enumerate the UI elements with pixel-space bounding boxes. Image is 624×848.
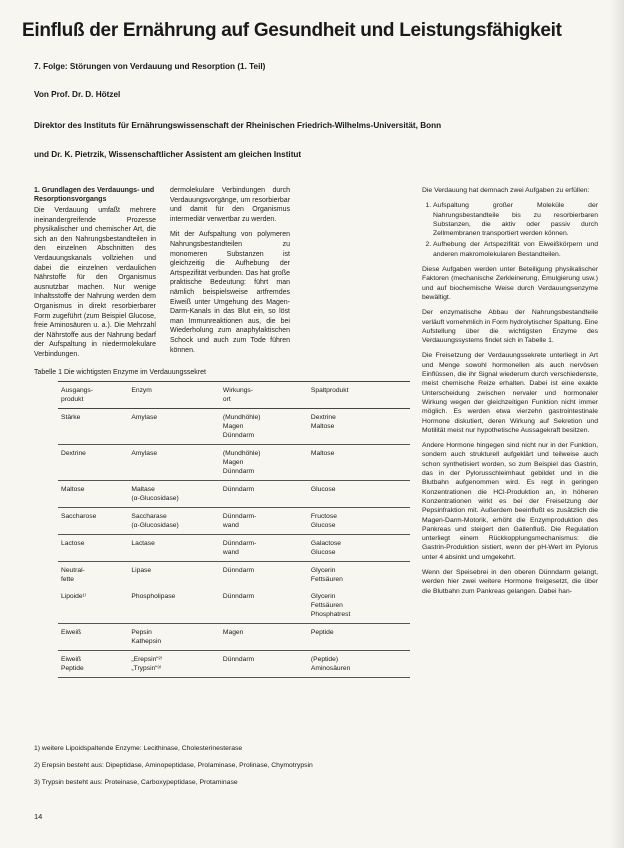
table-cell: „Erepsin“²⁾ „Trypsin“³⁾	[128, 651, 220, 678]
table-cell: Glucose	[308, 481, 410, 508]
section-heading: 1. Grundlagen des Verdauungs- und Resorptionsvorgangs	[34, 187, 155, 203]
author-line: Von Prof. Dr. D. Hötzel	[34, 90, 121, 99]
table-cell: Glycerin Fettsäuren	[310, 567, 343, 583]
table-header-row	[58, 382, 410, 409]
table-cell: Neutral- fette	[61, 567, 85, 583]
table-cell: Maltase (α-Glucosidase)	[128, 481, 220, 508]
table-cell: (Mundhöhle) Magen Dünndarm	[220, 409, 308, 445]
table-row	[58, 535, 410, 562]
table-cell: Dünndarm	[220, 651, 308, 678]
paragraph: Wenn der Speisebrei in den oberen Dünndarm gelangt, werden hier zwei weitere Hormone freigesetzt, die über die Blutbahn zum Pankreas gelangen. Dabei han-	[422, 568, 598, 595]
column-header: Spaltprodukt	[308, 382, 410, 409]
affiliation-line: Direktor des Instituts für Ernährungswissenschaft der Rheinischen Friedrich-Wilhelms-Universität, Bonn	[34, 121, 442, 130]
table-cell: Fructose Glucose	[308, 508, 410, 535]
coauthor-line: und Dr. K. Pietrzik, Wissenschaftlicher Assistent am gleichen Institut	[34, 150, 302, 159]
table-cell: Dünndarm- wand	[220, 508, 308, 535]
table-cell: Lactose	[58, 535, 128, 562]
list-item: 2. Aufhebung der Artspezifität von Eiweißkörpern und anderen makromolekularen Bestandteilen.	[433, 240, 598, 259]
table-cell: Dünndarm	[220, 481, 308, 508]
page-number: 14	[34, 812, 43, 821]
table-cell: Saccharose	[58, 508, 128, 535]
table-cell: Maltose	[58, 481, 128, 508]
paragraph: Die Verdauung umfaßt mehrere ineinandergreifende Prozesse physikalischer und chemischer Art, die sich an den Nahrungsbestandteilen in den einzelnen Abschnitten des Verdauungskanals vollziehen und dabei die einzelnen verdaulichen Nährstoffe für den Organismus ausnutzbar machen. Nur wenige Inhaltsstoffe der Nahrung werden dem Organismus in direkt resorbierbarer Form zugeführt (zum Beispiel Glucose, freie Aminosäuren u. a.). Die Mehrzahl der Nährstoffe aus der Nahrung bedarf der Aufspaltung in niedermolekulare Verbindungen.	[34, 207, 156, 358]
footnote: 2) Erepsin besteht aus: Dipeptidase, Aminopeptidase, Prolaminase, Prolinase, Chymotrypsin	[34, 762, 313, 769]
table-footnotes	[34, 744, 414, 795]
list-item: 1. Aufspaltung großer Moleküle der Nahrungsbestandteile bis zu resorbierbaren Substanzen, die aktiv oder passiv durch Zellmembranen transportiert werden können.	[433, 201, 598, 238]
table-row	[58, 562, 410, 589]
column-3	[422, 186, 598, 602]
paragraph: Andere Hormone hingegen sind nicht nur in der Funktion, sondern auch strukturell aufgeklärt und teilweise auch schon synthetisiert worden, so zum Beispiel das Gastrin, das in der Pylorusschleimhaut gebildet und in die Blutbahn aufgenommen wird. Es regt in geringen Konzentrationen die HCl-Produktion an, in höheren Konzentrationen wirkt es bei der Freisetzung der Pepsinfraktion mit. Außerdem beeinflußt es zusätzlich die Magen-Darm-Motorik, erhöht die Enzymproduktion des Pankreas und steigert den Gallenfluß. Die Regulation unterliegt einem Rückkopplungsmechanismus: die Gastrin-Produktion sistiert, wenn der pH-Wert im Pylorus unter 4 absinkt und umgekehrt.	[422, 442, 598, 561]
table-cell: (Mundhöhle) Magen Dünndarm	[220, 445, 308, 481]
page-edge-shadow	[610, 0, 624, 848]
table-cell: Amylase	[128, 445, 220, 481]
paragraph: Die Verdauung hat demnach zwei Aufgaben zu erfüllen:	[422, 187, 590, 194]
table-caption: Tabelle 1 Die wichtigsten Enzyme im Verdauungssekret	[34, 369, 206, 376]
column-2	[170, 186, 290, 361]
footnote: 3) Trypsin besteht aus: Proteinase, Carboxypeptidase, Protaminase	[34, 779, 238, 786]
article-title: Einfluß der Ernährung auf Gesundheit und Leistungsfähigkeit	[22, 20, 562, 41]
table-row	[58, 409, 410, 445]
table-row	[58, 508, 410, 535]
table-cell: Phospholipase	[128, 588, 220, 624]
footnote: 1) weitere Lipoidspaltende Enzyme: Lecithinase, Cholesterinesterase	[34, 745, 243, 752]
table-cell: Dextrine	[58, 445, 128, 481]
column-1	[34, 186, 156, 366]
table-row	[58, 588, 410, 624]
table-cell: Dextrine Maltose	[308, 409, 410, 445]
table-row	[58, 624, 410, 651]
table-cell: Eiweiß	[58, 624, 128, 651]
table-cell: Pepsin Kathepsin	[128, 624, 220, 651]
paragraph: Mit der Aufspaltung von polymeren Nahrungsbestandteilen zu monomeren Substanzen ist gleichzeitig die Aufhebung der Artspezifität verbunden. Das hat große praktische Bedeutung: führt man nämlich beispielsweise artfremdes Eiweiß unter Umgehung des Magen-Darm-Kanals in das Blut ein, so löst man Immunreaktionen aus, die bei Wiederholung zum anaphylaktischen Schock und auch zum Tode führen können.	[170, 231, 290, 354]
table-cell: Glycerin Fettsäuren Phosphatrest	[308, 588, 410, 624]
table-cell: Amylase	[128, 409, 220, 445]
table-row	[58, 651, 410, 678]
task-list	[422, 201, 598, 259]
enzyme-table	[58, 381, 410, 678]
table-cell: Dünndarm	[220, 588, 308, 624]
paragraph: dermolekulare Verbindungen durch Verdauungsvorgänge, um resorbierbar und damit für den Organismus intermediär verwertbar zu werden.	[170, 187, 290, 223]
column-header: Ausgangs- produkt	[58, 382, 128, 409]
table-row	[58, 445, 410, 481]
table-cell: Lactase	[128, 535, 220, 562]
paragraph: Die Freisetzung der Verdauungssekrete unterliegt in Art und Menge sowohl hormonellen als auch nervösen Einflüssen, die ihr Signal wiederum durch verschiedenste, meist chemische Reize erhalten. Dabei ist eine exakte Unterscheidung zwischen nervaler und hormonaler Wirkung wegen der gleichzeitigen Funktion nicht immer möglich. Es werden etwa vierzehn gastrointestinale Hormone diskutiert, deren Wirkung auf Sekretion und Motilität meist nur hypothetische Aussagekraft besitzen.	[422, 352, 598, 434]
column-header: Wirkungs- ort	[220, 382, 308, 409]
table-cell: Lipoide¹⁾	[58, 588, 128, 624]
table-cell: Eiweiß Peptide	[58, 651, 128, 678]
table-cell: Magen	[220, 624, 308, 651]
table-cell: Peptide	[308, 624, 410, 651]
table-cell: Galactose Glucose	[308, 535, 410, 562]
table-cell: Saccharase (α-Glucosidase)	[128, 508, 220, 535]
table-cell: Dünndarm- wand	[220, 535, 308, 562]
table-cell: (Peptide) Aminosäuren	[308, 651, 410, 678]
column-header: Enzym	[128, 382, 220, 409]
table-cell: Lipase	[131, 567, 152, 574]
table-row	[58, 481, 410, 508]
table-cell: Maltose	[308, 445, 410, 481]
series-line: 7. Folge: Störungen von Verdauung und Resorption (1. Teil)	[34, 62, 266, 71]
paragraph: Diese Aufgaben werden unter Beteiligung physikalischer Faktoren (mechanische Zerkleinerung, Emulgierung usw.) und auf biochemische Weise durch Verdauungsenzyme bewältigt.	[422, 266, 598, 301]
table-cell: Stärke	[58, 409, 128, 445]
paragraph: Der enzymatische Abbau der Nahrungsbestandteile verläuft vornehmlich in Form hydrolytischer Spaltung. Eine Aufstellung über die wichtigsten Enzyme des Verdauungssystems findet sich in Tabelle 1.	[422, 309, 598, 345]
table-cell: Dünndarm	[222, 567, 255, 574]
